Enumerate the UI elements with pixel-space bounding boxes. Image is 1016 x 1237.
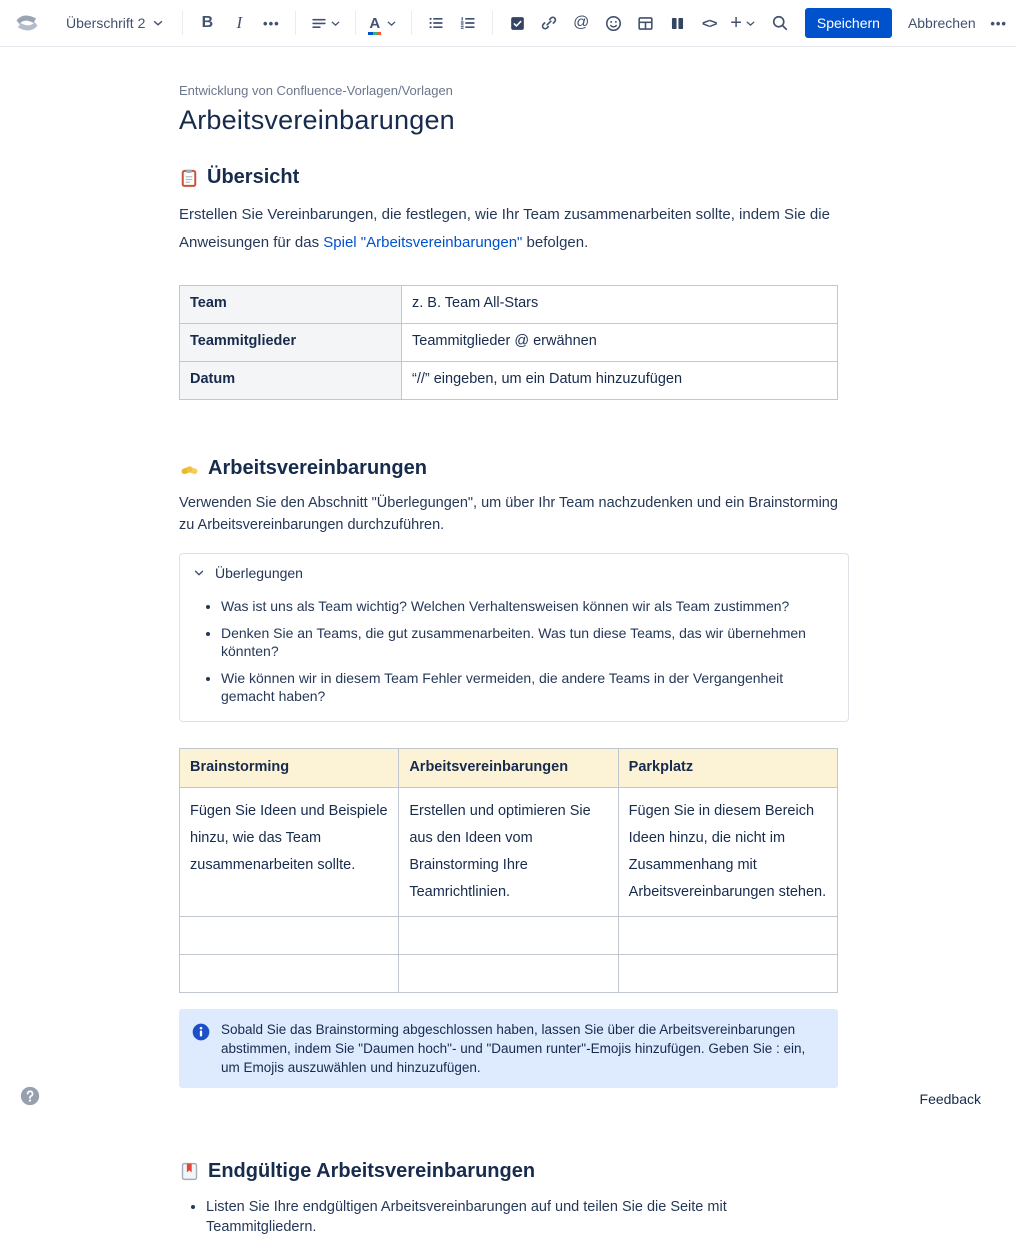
alignment-button[interactable] [305,7,346,39]
task-list-button[interactable] [502,7,532,39]
row-header-datum[interactable]: Datum [180,362,402,400]
row-header-teammitglieder[interactable]: Teammitglieder [180,324,402,362]
section-heading-final [179,1160,838,1183]
insert-more-button[interactable] [726,7,761,39]
list-item: • Wie können wir in diesem Team Fehler vermeiden, die andere Teams in der Vergangenheit gemacht haben? [221,669,836,705]
help-button[interactable] [19,1085,41,1107]
search-button[interactable] [765,7,795,39]
bold-button[interactable]: B [201,14,214,31]
table-row [180,324,838,362]
final-agreements-list [179,1197,838,1237]
chevron-down-icon [151,16,165,30]
intro-text: Erstellen Sie Vereinbarungen, die festlegen, wie Ihr Team zusammenarbeiten sollte, indem Sie die Anweisungen für das [179,206,830,251]
intro-text: befolgen. [522,234,589,251]
numbered-list-button[interactable] [453,7,483,39]
page-title[interactable]: Arbeitsvereinbarungen [179,105,455,135]
info-panel [179,1009,838,1088]
breadcrumb[interactable]: Entwicklung von Confluence-Vorlagen/Vorlagen [179,83,453,98]
question-mark-icon [19,1085,41,1107]
table-header-row [180,749,838,788]
empty-cell[interactable] [618,917,837,955]
expand-panel-ueberlegungen [179,553,849,722]
text-color-a-icon: A [369,16,380,31]
col-header-brainstorming[interactable]: Brainstorming [180,749,399,788]
empty-cell[interactable] [180,955,399,993]
chevron-down-icon [385,17,398,30]
table-row [180,955,838,993]
columns-layout-icon [668,14,687,33]
table-row [180,362,838,400]
section-heading-label: Endgültige Arbeitsvereinbarungen [208,1160,536,1182]
toolbar-divider [355,11,356,35]
info-icon [191,1022,211,1042]
list-item: • Was ist uns als Team wichtig? Welchen Verhaltensweisen können wir als Team zustimmen? [221,597,836,615]
empty-cell[interactable] [618,955,837,993]
text-style-selector[interactable] [58,9,173,37]
cell-arbeitsvereinbarungen[interactable]: Erstellen und optimieren Sie aus den Ideen vom Brainstorming Ihre Teamrichtlinien. [399,788,618,917]
emoji-button[interactable] [598,7,628,39]
list-item: • Denken Sie an Teams, die gut zusammenarbeiten. Was tun diese Teams, das wir übernehmen könnten? [221,624,836,660]
cell-teammitglieder-value[interactable]: Teammitglieder @ erwähnen [402,324,838,362]
plus-icon: + [730,11,742,34]
layouts-button[interactable] [662,7,692,39]
toolbar-divider [492,11,493,35]
chevron-down-icon [329,17,342,30]
save-button[interactable]: Speichern [805,8,892,38]
code-button[interactable]: <> [702,15,717,31]
emoji-smiley-icon [604,14,623,33]
bullet-list-icon [426,13,446,33]
mention-button[interactable]: @ [573,14,590,31]
chevron-down-icon [744,17,757,30]
overview-intro [179,201,838,257]
bullet-list-button[interactable] [421,7,451,39]
table-row [180,286,838,324]
editor-toolbar [0,0,1016,47]
more-formatting-button[interactable]: ••• [263,15,280,31]
feedback-link[interactable]: Feedback [919,1091,981,1107]
numbered-list-icon [458,13,478,33]
toolbar-divider [411,11,412,35]
table-button[interactable] [630,7,660,39]
list-item: • Listen Sie Ihre endgültigen Arbeitsvereinbarungen auf und teilen Sie die Seite mit Teammitgliedern. [206,1197,838,1237]
expand-title: Überlegungen [215,565,303,581]
handshake-emoji-icon [179,458,200,479]
section-heading-agreements [179,457,838,480]
align-left-icon [309,13,329,33]
link-icon [539,13,559,33]
agreements-intro: Verwenden Sie den Abschnitt "Überlegungen", um über Ihr Team nachzudenken und ein Brainstorming zu Arbeitsvereinbarungen durchzuführen. [179,495,838,533]
search-icon [770,13,790,33]
table-row [180,788,838,917]
info-panel-text: Sobald Sie das Brainstorming abgeschlossen haben, lassen Sie über die Arbeitsvereinbarungen abstimmen, indem Sie "Daumen hoch"- und "Daumen runter"-Emojis hinzufügen. Geben Sie : ein, um Emojis auszuwählen und hinzuzufügen. [221,1022,806,1075]
cell-parkplatz[interactable]: Fügen Sie in diesem Bereich Ideen hinzu, die nicht im Zusammenhang mit Arbeitsvereinbarungen stehen. [618,788,837,917]
row-header-team[interactable]: Team [180,286,402,324]
editor-content [0,47,838,1237]
expand-toggle[interactable] [190,565,836,581]
table-row [180,917,838,955]
table-icon [636,14,655,33]
brainstorming-table [179,748,838,993]
cell-team-value[interactable]: z. B. Team All-Stars [402,286,838,324]
empty-cell[interactable] [399,955,618,993]
more-actions-button[interactable]: ••• [990,15,1007,31]
cell-datum-value[interactable]: “//” eingeben, um ein Datum hinzuzufügen [402,362,838,400]
empty-cell[interactable] [180,917,399,955]
link-button[interactable] [534,7,564,39]
section-heading-label: Übersicht [207,166,300,188]
section-heading-label: Arbeitsvereinbarungen [208,457,427,479]
toolbar-divider [295,11,296,35]
reflection-list [190,597,836,705]
empty-cell[interactable] [399,917,618,955]
col-header-parkplatz[interactable]: Parkplatz [618,749,837,788]
text-color-button[interactable] [365,7,402,39]
toolbar-divider [182,11,183,35]
confluence-logo-icon [12,8,42,38]
col-header-arbeitsvereinbarungen[interactable]: Arbeitsvereinbarungen [399,749,618,788]
bookmark-tabs-emoji-icon [179,1161,200,1182]
cancel-button[interactable]: Abbrechen [907,15,976,31]
team-info-table [179,285,838,400]
section-heading-overview [179,166,838,189]
agreements-game-link[interactable]: Spiel "Arbeitsvereinbarungen" [323,234,523,251]
text-style-value: Überschrift 2 [66,15,146,31]
clipboard-emoji-icon [179,168,199,188]
task-checkbox-icon [508,14,527,33]
chevron-down-icon [192,566,206,580]
cell-brainstorming[interactable]: Fügen Sie Ideen und Beispiele hinzu, wie das Team zusammenarbeiten sollte. [180,788,399,917]
italic-button[interactable]: I [236,13,243,32]
